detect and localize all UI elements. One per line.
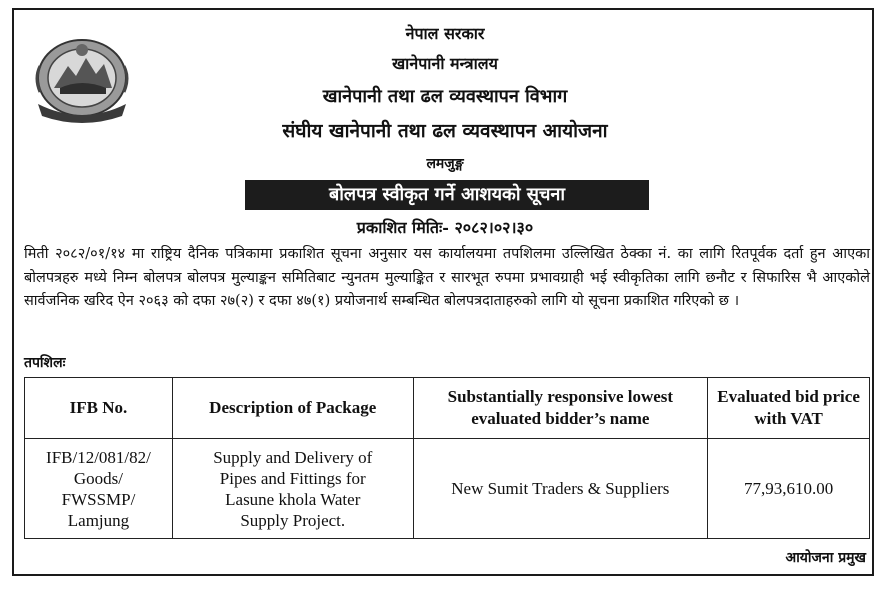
header-department: खानेपानी तथा ढल व्यवस्थापन विभाग xyxy=(322,86,568,107)
published-date: २०८२।०२।३० xyxy=(454,218,534,237)
ifb-line: Goods/ xyxy=(73,468,124,488)
signoff-project-chief: आयोजना प्रमुख xyxy=(785,550,866,566)
cell-description xyxy=(172,439,413,539)
notice-body: मिती २०८२/०१/१४ मा राष्ट्रिय दैनिक पत्रिकामा प्रकाशित सूचना अनुसार यस कार्यालयमा तपशिलमा उल्लिखित ठेक्का नं. का लागि रितपूर्वक दर्ता हुन आएका बोलपत्रहरु मध्ये निम्न बोलपत्र बोलपत्र मुल्याङ्कन समितिबाट न्युनतम मुल्याङ्कित र सारभूत रुपमा प्रभावग्राही भई स्वीकृतिका लागि छनौट र सिफारिस भै आएकोले सार्वजनिक खरिद ऐन २०६३ को दफा २७(२) र दफा ४७(१) प्रयोजनार्थ सम्बन्धित बोलपत्रदाताहरुको लागि यो सूचना प्रकाशित गरिएको छ । xyxy=(24,246,870,309)
header-ministry: खानेपानी मन्त्रालय xyxy=(392,54,498,73)
header-ifb: IFB No. xyxy=(25,378,173,439)
description-line: Lasune khola Water xyxy=(225,489,361,509)
description-line: Pipes and Fittings for xyxy=(219,468,366,488)
header-government: नेपाल सरकार xyxy=(405,24,485,43)
published-date-line xyxy=(0,216,890,238)
header-price: Evaluated bid price with VAT xyxy=(708,378,870,439)
ifb-line: Lamjung xyxy=(67,510,130,530)
header-description: Description of Package xyxy=(172,378,413,439)
description-line: Supply and Delivery of xyxy=(213,447,373,467)
table-header-row xyxy=(25,378,870,439)
schedule-label: तपशिलः xyxy=(24,355,66,371)
header-project: संघीय खानेपानी तथा ढल व्यवस्थापन आयोजना xyxy=(282,120,608,142)
published-label: प्रकाशित मितिः- xyxy=(356,218,449,237)
cell-bidder: New Sumit Traders & Suppliers xyxy=(413,439,708,539)
nepal-government-emblem-icon xyxy=(30,30,134,124)
table-row xyxy=(25,439,870,539)
header-bidder: Substantially responsive lowest evaluated bidder’s name xyxy=(413,378,708,439)
header-district: लमजुङ्ग xyxy=(426,156,464,172)
bid-schedule-table xyxy=(24,377,870,539)
cell-price: 77,93,610.00 xyxy=(708,439,870,539)
description-line: Supply Project. xyxy=(240,510,346,530)
cell-ifb xyxy=(25,439,173,539)
ifb-line: FWSSMP/ xyxy=(61,489,136,509)
ifb-line: IFB/12/081/82/ xyxy=(46,447,151,467)
notice-title-banner: बोलपत्र स्वीकृत गर्ने आशयको सूचना xyxy=(245,180,649,210)
